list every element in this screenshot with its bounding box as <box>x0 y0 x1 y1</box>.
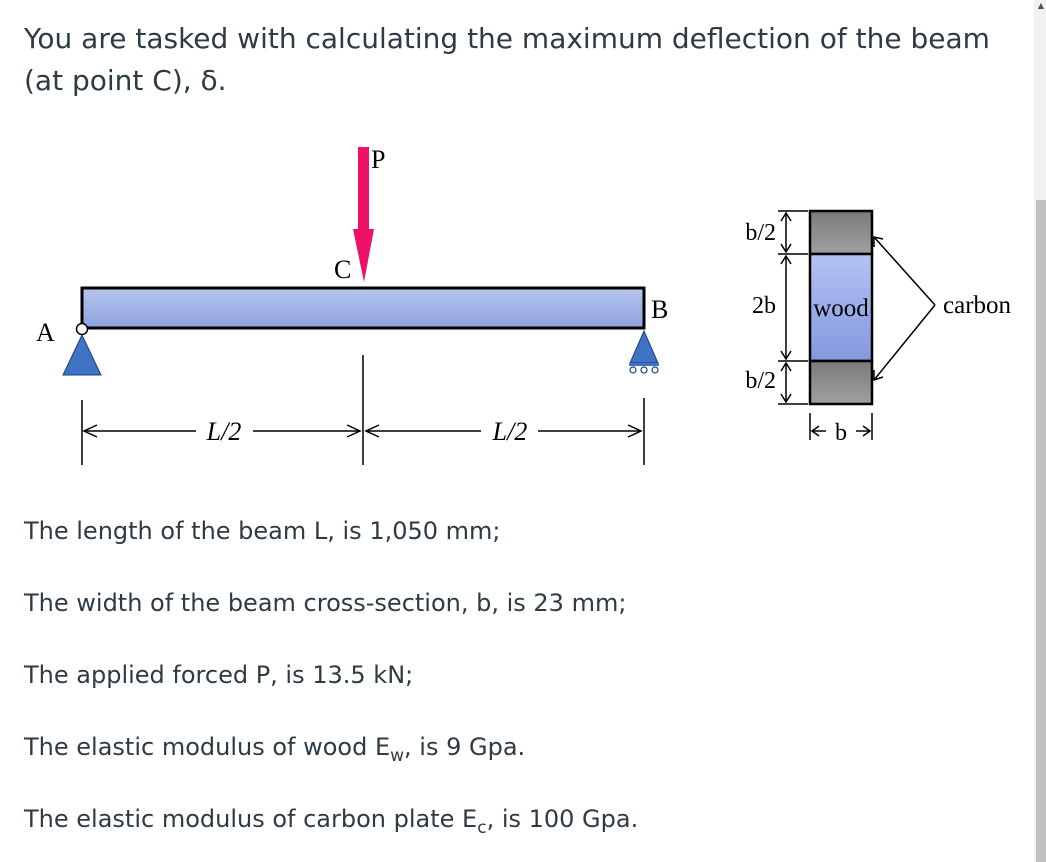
point-c-label: C <box>334 255 352 284</box>
section-width-dim: b <box>835 420 847 446</box>
given-width: The width of the beam cross-section, b, is 23 mm; <box>24 589 627 617</box>
wood-label: wood <box>813 295 869 322</box>
roller-support-icon <box>629 331 659 373</box>
section-bottom-dim: b/2 <box>745 368 776 394</box>
carbon-top-plate <box>810 211 872 254</box>
dim-label-left: L/2 <box>206 417 242 446</box>
beam-diagram <box>0 130 1030 475</box>
given-length: The length of the beam L, is 1,050 mm; <box>24 517 501 545</box>
given-carbon-modulus-text: The elastic modulus of carbon plate E <box>24 805 478 833</box>
given-wood-modulus-value: , is 9 Gpa. <box>404 733 526 761</box>
beam <box>82 288 644 328</box>
point-a-label: A <box>36 318 55 347</box>
pin-support-icon <box>63 324 101 376</box>
force-label: P <box>371 145 386 174</box>
given-carbon-modulus-value: , is 100 Gpa. <box>486 805 639 833</box>
scrollbar-thumb[interactable] <box>1036 200 1046 862</box>
given-wood-modulus-text: The elastic modulus of wood E <box>24 733 391 761</box>
scroll-up-icon[interactable]: ▲ <box>1037 1 1045 10</box>
point-b-label: B <box>651 295 669 324</box>
given-wood-modulus-subscript: w <box>390 746 405 766</box>
carbon-leader-arrows <box>874 237 935 380</box>
dim-label-right: L/2 <box>492 417 528 446</box>
given-carbon-modulus <box>24 803 639 838</box>
given-force: The applied forced P, is 13.5 kN; <box>24 661 414 689</box>
section-middle-dim: 2b <box>752 293 776 319</box>
problem-intro: You are tasked with calculating the maximum deflection of the beam (at point C), δ. <box>24 22 990 97</box>
given-carbon-modulus-subscript: c <box>477 818 487 838</box>
given-wood-modulus <box>24 731 526 766</box>
dimension-lines <box>82 355 644 465</box>
carbon-label: carbon <box>943 292 1012 319</box>
section-top-dim: b/2 <box>745 220 776 246</box>
carbon-bottom-plate <box>810 361 872 404</box>
